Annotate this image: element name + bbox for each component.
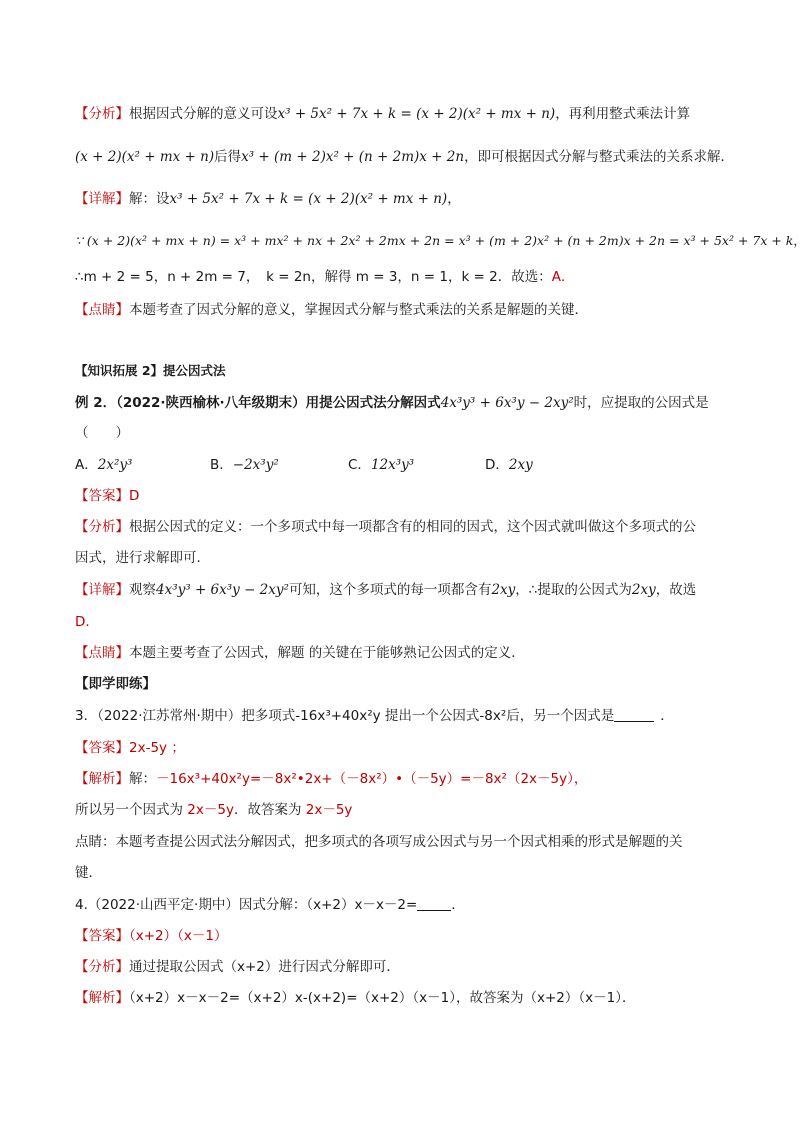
option-c-value: 12x³y³ <box>370 457 415 473</box>
detail-text: ，∴提取的公因式为 <box>515 582 632 598</box>
solution-answer: 2x－5y <box>305 802 353 818</box>
question-4 <box>75 895 734 915</box>
answer-paren: （ ） <box>75 425 129 441</box>
detail-answer: A． <box>551 269 575 285</box>
example-expression: 4x³y³ + 6x³y − 2xy² <box>440 395 574 411</box>
detail-tag: 【详解】 <box>75 191 129 207</box>
section-title: 【即学即练】 <box>75 676 156 692</box>
comment-text: 本题主要考查了公因式，解题 的关键在于能够熟记公因式的定义． <box>129 645 525 661</box>
analysis-formula: x³ + 5x² + 7x + k = (x + 2)(x² + mx + n) <box>277 106 556 122</box>
solution-tag: 【解析】 <box>75 990 129 1006</box>
detail-formula: x³ + 5x² + 7x + k = (x + 2)(x² + mx + n) <box>169 191 448 207</box>
answer-4 <box>75 926 734 946</box>
option-d <box>485 455 533 475</box>
option-b-label: B． <box>210 457 233 473</box>
question-text: 4.（2022·山西平定·期中）因式分解：（x+2）x－x－2= <box>75 897 418 913</box>
analysis-text: 根据因式分解的意义可设 <box>129 106 278 122</box>
analysis-formula: x³ + (m + 2)x² + (n + 2m)x + 2n <box>241 149 465 165</box>
analysis-tag: 【分析】 <box>75 519 129 535</box>
note-3-line2 <box>75 863 734 883</box>
analysis-2-line2 <box>75 548 734 568</box>
option-a <box>75 455 132 475</box>
section-title: 【知识拓展 2】提公因式法 <box>75 363 226 378</box>
detail-2-line2 <box>75 612 734 632</box>
solution-text: （x+2）x－x－2=（x+2）x-(x+2)=（x+2）（x－1），故答案为（x+2）（x－1）． <box>129 990 636 1006</box>
analysis-text: 根据公因式的定义：一个多项式中每一项都含有的相同的因式，这个因式就叫做这个多项式的公 <box>129 519 696 535</box>
detail-text: ，故选 <box>655 582 697 598</box>
section-title-practice <box>75 674 734 694</box>
answer-blank <box>614 707 654 722</box>
solution-4 <box>75 988 734 1008</box>
analysis-4 <box>75 957 734 977</box>
option-c-label: C． <box>348 457 371 473</box>
note-text: 点睛：本题考查提公因式法分解因式，把多项式的各项写成公因式与另一个因式相乘的形式是解题的关 <box>75 834 683 850</box>
detail-formula: 2xy <box>631 582 656 598</box>
comment-tag: 【点睛】 <box>75 302 129 318</box>
comment-tag: 【点睛】 <box>75 645 129 661</box>
question-3 <box>75 706 734 726</box>
analysis-tag: 【分析】 <box>75 106 129 122</box>
answer-blank <box>417 896 451 911</box>
solution-3-line1 <box>75 769 734 789</box>
detail-1-line1 <box>75 189 734 209</box>
analysis-text: ，再利用整式乘法计算 <box>555 106 691 122</box>
detail-1-line3 <box>75 267 734 287</box>
comment-text: 本题考查了因式分解的意义，掌握因式分解与整式乘法的关系是解题的关键． <box>129 302 588 318</box>
example-text: 时，应提取的公因式是 <box>573 395 709 411</box>
solution-text: 所以另一个因式为 <box>75 802 188 818</box>
analysis-tag: 【分析】 <box>75 959 129 975</box>
option-d-label: D． <box>485 457 509 473</box>
option-a-label: A． <box>75 457 98 473</box>
detail-formula: 4x³y³ + 6x³y − 2xy² <box>156 582 289 598</box>
question-end: ． <box>660 708 674 724</box>
solution-3-line2 <box>75 800 734 820</box>
detail-text: ， <box>793 233 806 248</box>
note-3-line1 <box>75 832 734 852</box>
detail-tag: 【详解】 <box>75 582 129 598</box>
option-b <box>210 455 279 475</box>
analysis-2-line1 <box>75 517 734 537</box>
solution-formula: －16x³+40x²y=－8x²•2x+（－8x²）•（－5y）=－8x²（2x－5y）， <box>156 771 588 787</box>
example-label: 例 2．（2022·陕西榆林·八年级期末）用提公因式法分解因式 <box>75 395 441 411</box>
comment-1 <box>75 300 734 320</box>
analysis-text: ，即可根据因式分解与整式乘法的关系求解． <box>464 149 735 165</box>
answer-value: D <box>129 488 140 504</box>
answer-value: 2x-5y ； <box>129 740 185 756</box>
answer-3 <box>75 738 734 758</box>
option-b-value: −2x³y² <box>232 457 279 473</box>
analysis-formula: (x + 2)(x² + mx + n) <box>75 149 215 165</box>
detail-answer: D． <box>75 614 99 630</box>
solution-text: 解： <box>129 771 156 787</box>
detail-text: 解：设 <box>129 191 170 207</box>
detail-formula: 2xy <box>491 582 516 598</box>
analysis-text: 后得 <box>214 149 242 165</box>
answer-2 <box>75 486 734 506</box>
option-a-value: 2x²y³ <box>97 457 133 473</box>
detail-2-line1 <box>75 580 734 600</box>
solution-answer: 2x－5y <box>187 802 234 818</box>
answer-tag: 【答案】 <box>75 488 129 504</box>
solution-tag: 【解析】 <box>75 771 129 787</box>
comment-2 <box>75 643 734 663</box>
detail-1-line2 <box>75 231 806 251</box>
analysis-1-line1 <box>75 104 734 124</box>
answer-value: （x+2）（x－1） <box>129 928 228 944</box>
analysis-text: 通过提取公因式（x+2）进行因式分解即可． <box>129 959 400 975</box>
example-2-paren <box>75 423 734 443</box>
option-d-value: 2xy <box>508 457 533 473</box>
answer-tag: 【答案】 <box>75 740 129 756</box>
answer-tag: 【答案】 <box>75 928 129 944</box>
detail-text: 可知，这个多项式的每一项都含有 <box>288 582 492 598</box>
analysis-1-line2 <box>75 147 734 167</box>
analysis-text: 因式，进行求解即可． <box>75 550 210 566</box>
section-title-extension <box>75 361 734 381</box>
question-end: ． <box>451 897 465 913</box>
example-2-line1 <box>75 393 734 413</box>
note-text: 键． <box>75 865 102 881</box>
solution-text: ．故答案为 <box>233 802 306 818</box>
detail-formula: ∵ (x + 2)(x² + mx + n) = x³ + mx² + nx + 2x² + 2mx + 2n = x³ + (m + 2)x² + (n + 2m)x + 2n = x³ + 5x² + 7x + k <box>75 233 794 248</box>
option-c <box>348 455 414 475</box>
detail-text: ∴m + 2 = 5，n + 2m = 7， k = 2n，解得 m = 3，n = 1，k = 2．故选： <box>75 269 552 285</box>
detail-text: 观察 <box>129 582 156 598</box>
detail-text: ， <box>447 191 461 207</box>
question-text: 3．（2022·江苏常州·期中）把多项式-16x³+40x²y 提出一个公因式-8x²后，另一个因式是 <box>75 708 615 724</box>
